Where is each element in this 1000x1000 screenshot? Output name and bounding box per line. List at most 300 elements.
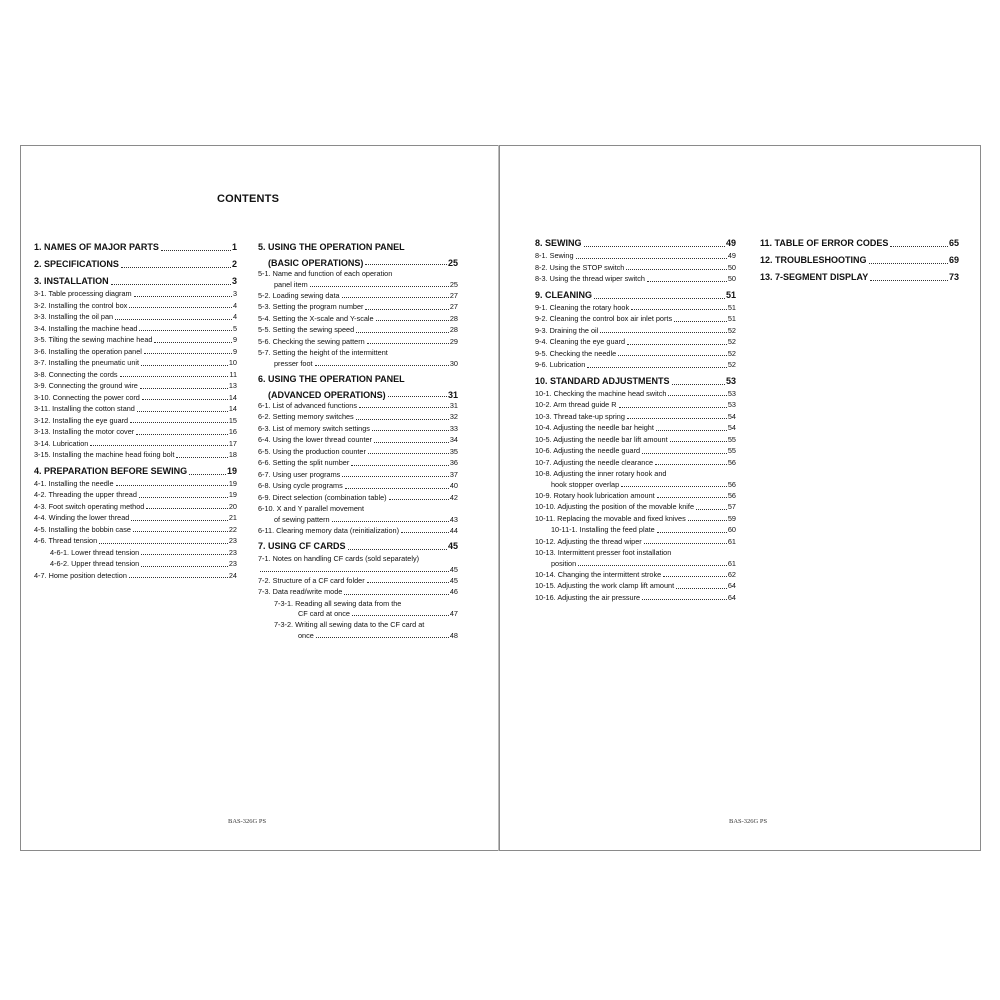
toc-chapter bbox=[760, 271, 959, 284]
toc-entry bbox=[258, 347, 458, 359]
toc-chapter bbox=[258, 258, 458, 268]
toc-entry-title: 6-8. Using cycle programs bbox=[258, 481, 343, 490]
toc-page-number: 5 bbox=[232, 323, 237, 333]
toc-entry bbox=[258, 631, 458, 641]
toc-entry-title: 3-15. Installing the machine head fixing bolt bbox=[34, 450, 175, 459]
dot-leader bbox=[141, 554, 228, 555]
toc-page-number: 56 bbox=[727, 479, 736, 489]
toc-entry-title: 3-12. Installing the eye guard bbox=[34, 415, 129, 425]
toc-page-number: 17 bbox=[228, 438, 237, 448]
toc-entry-title: 4-3. Foot switch operating method bbox=[34, 501, 145, 511]
toc-entry bbox=[258, 492, 458, 504]
dot-leader bbox=[332, 521, 449, 522]
dot-leader bbox=[644, 543, 727, 544]
dot-leader bbox=[642, 453, 727, 454]
dot-leader bbox=[642, 599, 727, 600]
toc-page-number: 44 bbox=[449, 525, 458, 535]
toc-page-number: 30 bbox=[449, 358, 458, 368]
toc-page-number: 43 bbox=[449, 514, 458, 524]
toc-entry-title: 10-9. Rotary hook lubrication amount bbox=[535, 490, 655, 500]
toc-page-number: 50 bbox=[727, 274, 736, 283]
toc-entry bbox=[258, 359, 458, 369]
toc-entry bbox=[535, 457, 736, 469]
toc-chapter bbox=[760, 237, 959, 250]
toc-entry bbox=[535, 592, 736, 604]
toc-entry bbox=[34, 415, 237, 427]
dot-leader bbox=[345, 488, 449, 489]
toc-entry bbox=[535, 273, 736, 285]
dot-leader bbox=[376, 320, 449, 321]
dot-leader bbox=[142, 399, 228, 400]
toc-entry bbox=[535, 536, 736, 548]
toc-page-number: 51 bbox=[727, 302, 736, 312]
toc-entry-title: 10-11. Replacing the movable and fixed knives bbox=[535, 513, 686, 523]
toc-entry-title: 10-4. Adjusting the needle bar height bbox=[535, 423, 654, 432]
toc-entry-title: 10-2. Arm thread guide R bbox=[535, 400, 617, 409]
toc-entry bbox=[258, 280, 458, 290]
toc-entry bbox=[535, 501, 736, 513]
toc-entry-title: 10-3. Thread take-up spring bbox=[535, 411, 625, 421]
toc-entry bbox=[535, 559, 736, 569]
toc-entry-title: 6-1. List of advanced functions bbox=[258, 400, 357, 410]
toc-entry-title: 3-14. Lubrication bbox=[34, 438, 89, 448]
toc-entry-title: 9-5. Checking the needle bbox=[535, 348, 617, 358]
toc-entry-title: 7-3-1. Reading all sewing data from the bbox=[274, 598, 402, 608]
dot-leader bbox=[627, 344, 727, 345]
dot-leader bbox=[161, 250, 231, 251]
dot-leader bbox=[578, 565, 727, 566]
dot-leader bbox=[594, 298, 725, 299]
toc-entry bbox=[258, 565, 458, 575]
toc-page-number: 42 bbox=[449, 492, 458, 502]
toc-entry-title: 7-1. Notes on handling CF cards (sold separately) bbox=[258, 554, 420, 563]
dot-leader bbox=[316, 637, 449, 638]
dot-leader bbox=[351, 465, 449, 466]
toc-column-3 bbox=[535, 237, 736, 603]
toc-entry-title: 3. INSTALLATION bbox=[34, 276, 109, 286]
toc-page-number: 36 bbox=[449, 458, 458, 467]
toc-page-number: 18 bbox=[228, 450, 237, 459]
toc-column-4 bbox=[760, 237, 959, 284]
dot-leader bbox=[647, 281, 727, 282]
dot-leader bbox=[657, 497, 727, 498]
toc-chapter bbox=[34, 465, 237, 478]
dot-leader bbox=[368, 453, 449, 454]
toc-entry-title: 10-14. Changing the intermittent stroke bbox=[535, 569, 662, 579]
toc-entry bbox=[258, 469, 458, 481]
toc-page-number: 46 bbox=[449, 587, 458, 596]
toc-page-number: 23 bbox=[228, 536, 237, 545]
toc-entry bbox=[535, 569, 736, 581]
toc-entry-title: (BASIC OPERATIONS) bbox=[268, 258, 364, 268]
toc-entry-title: 5-2. Loading sewing data bbox=[258, 290, 340, 300]
toc-entry bbox=[535, 468, 736, 480]
dot-leader bbox=[600, 332, 727, 333]
toc-page-number: 37 bbox=[449, 469, 458, 479]
toc-entry bbox=[34, 357, 237, 369]
toc-chapter bbox=[258, 373, 458, 386]
toc-entry bbox=[258, 313, 458, 325]
dot-leader bbox=[310, 286, 449, 287]
toc-page-number: 27 bbox=[449, 290, 458, 300]
toc-entry-title: 4-6-1. Lower thread tension bbox=[50, 547, 140, 557]
toc-entry-title: 3-6. Installing the operation panel bbox=[34, 346, 142, 356]
toc-chapter bbox=[34, 258, 237, 271]
toc-page-number: 19 bbox=[228, 478, 237, 488]
toc-page-number: 54 bbox=[727, 423, 736, 432]
toc-entry-title: once bbox=[298, 630, 314, 640]
toc-entry bbox=[34, 346, 237, 358]
toc-entry bbox=[258, 324, 458, 336]
dot-leader bbox=[627, 418, 727, 419]
toc-page-number: 65 bbox=[948, 238, 959, 248]
toc-entry-title: 10-11-1. Installing the feed plate bbox=[551, 525, 655, 534]
toc-entry-title: 4. PREPARATION BEFORE SEWING bbox=[34, 465, 188, 476]
toc-entry-title: 10. STANDARD ADJUSTMENTS bbox=[535, 375, 670, 386]
toc-entry bbox=[258, 525, 458, 537]
toc-entry bbox=[535, 348, 736, 360]
toc-entry bbox=[34, 547, 237, 559]
toc-entry bbox=[34, 369, 237, 381]
toc-page-number: 49 bbox=[725, 238, 736, 248]
dot-leader bbox=[359, 407, 449, 408]
toc-entry-title: 10-5. Adjusting the needle bar lift amount bbox=[535, 434, 668, 444]
toc-entry-title: 9-4. Cleaning the eye guard bbox=[535, 337, 626, 346]
dot-leader bbox=[372, 430, 449, 431]
dot-leader bbox=[141, 566, 228, 567]
toc-entry-title: 7-3-2. Writing all sewing data to the CF card at bbox=[274, 620, 425, 629]
toc-entry bbox=[34, 380, 237, 392]
dot-leader bbox=[676, 588, 727, 589]
dot-leader bbox=[342, 476, 449, 477]
dot-leader bbox=[111, 284, 231, 285]
toc-page-number: 49 bbox=[727, 251, 736, 260]
toc-entry bbox=[535, 513, 736, 525]
footer-model-left: BAS-326G PS bbox=[228, 818, 267, 825]
toc-page-number: 51 bbox=[725, 289, 736, 300]
dot-leader bbox=[870, 280, 948, 281]
dot-leader bbox=[348, 549, 447, 550]
toc-page-number: 25 bbox=[447, 258, 458, 268]
toc-entry-title: 10-12. Adjusting the thread wiper bbox=[535, 536, 642, 546]
toc-entry-title: 4-2. Threading the upper thread bbox=[34, 490, 137, 499]
toc-entry bbox=[535, 302, 736, 314]
toc-page-number: 53 bbox=[727, 400, 736, 409]
toc-chapter bbox=[34, 275, 237, 288]
toc-entry-title: 8. SEWING bbox=[535, 238, 582, 248]
page-gutter bbox=[498, 145, 499, 851]
dot-leader bbox=[890, 246, 948, 247]
toc-entry-title: 6-3. List of memory switch settings bbox=[258, 423, 370, 433]
dot-leader bbox=[356, 419, 449, 420]
dot-leader bbox=[139, 330, 231, 331]
toc-page-number: 32 bbox=[449, 412, 458, 421]
toc-entry-title: 3-11. Installing the cotton stand bbox=[34, 404, 135, 413]
toc-page-number: 24 bbox=[228, 570, 237, 580]
toc-page-number: 69 bbox=[948, 255, 959, 265]
toc-entry bbox=[535, 580, 736, 592]
dot-leader bbox=[260, 571, 449, 572]
toc-entry bbox=[535, 422, 736, 434]
toc-entry bbox=[535, 411, 736, 423]
toc-entry bbox=[258, 434, 458, 446]
toc-page-number: 52 bbox=[727, 337, 736, 346]
toc-page-number: 23 bbox=[228, 547, 237, 557]
toc-page-number: 9 bbox=[232, 335, 237, 344]
toc-page-number: 51 bbox=[727, 314, 736, 323]
dot-leader bbox=[315, 365, 449, 366]
toc-entry-title: 5-1. Name and function of each operation bbox=[258, 269, 393, 278]
dot-leader bbox=[99, 543, 228, 544]
toc-entry-title: 6-4. Using the lower thread counter bbox=[258, 435, 372, 444]
toc-page-number: 52 bbox=[727, 348, 736, 358]
toc-page-number: 19 bbox=[228, 490, 237, 499]
dot-leader bbox=[342, 297, 449, 298]
toc-entry bbox=[258, 336, 458, 348]
toc-entry-title: 6-6. Setting the split number bbox=[258, 458, 350, 467]
toc-entry-title: 10-6. Adjusting the needle guard bbox=[535, 446, 641, 455]
toc-page-number: 48 bbox=[449, 630, 458, 640]
dot-leader bbox=[688, 520, 727, 521]
toc-entry-title: 5. USING THE OPERATION PANEL bbox=[258, 242, 405, 252]
toc-entry-title: panel item bbox=[274, 279, 308, 289]
toc-entry-title: of sewing pattern bbox=[274, 514, 330, 524]
toc-entry-title: 5-3. Setting the program number bbox=[258, 302, 364, 311]
toc-entry-title: 10-16. Adjusting the air pressure bbox=[535, 592, 641, 602]
dot-leader bbox=[129, 307, 232, 308]
toc-entry bbox=[34, 478, 237, 490]
toc-entry-title: 8-1. Sewing bbox=[535, 251, 574, 260]
dot-leader bbox=[388, 396, 447, 397]
toc-entry-title: 10-7. Adjusting the needle clearance bbox=[535, 457, 654, 467]
toc-page-number: 45 bbox=[449, 564, 458, 574]
toc-entry-title: position bbox=[551, 558, 577, 568]
toc-page-number: 35 bbox=[449, 446, 458, 456]
dot-leader bbox=[189, 474, 226, 475]
dot-leader bbox=[137, 411, 228, 412]
dot-leader bbox=[656, 430, 727, 431]
toc-page-number: 28 bbox=[449, 313, 458, 323]
dot-leader bbox=[139, 497, 228, 498]
toc-entry bbox=[258, 575, 458, 587]
toc-page-number: 25 bbox=[449, 279, 458, 289]
toc-entry bbox=[535, 547, 736, 559]
toc-entry bbox=[258, 457, 458, 469]
toc-page-number: 2 bbox=[231, 259, 237, 269]
toc-entry bbox=[258, 301, 458, 313]
toc-page-number: 21 bbox=[228, 513, 237, 522]
toc-entry bbox=[258, 290, 458, 302]
dot-leader bbox=[146, 508, 228, 509]
dot-leader bbox=[374, 442, 449, 443]
toc-entry-title: 6-2. Setting memory switches bbox=[258, 412, 354, 421]
toc-entry bbox=[535, 434, 736, 446]
toc-entry bbox=[34, 449, 237, 461]
dot-leader bbox=[356, 332, 449, 333]
toc-page-number: 28 bbox=[449, 325, 458, 334]
toc-page-number: 29 bbox=[449, 336, 458, 346]
toc-entry-title: 6. USING THE OPERATION PANEL bbox=[258, 373, 405, 384]
toc-entry-title: 3-2. Installing the control box bbox=[34, 300, 128, 310]
toc-entry-title: 4-1. Installing the needle bbox=[34, 478, 114, 488]
toc-entry bbox=[258, 411, 458, 423]
toc-entry-title: 9-3. Draining the oil bbox=[535, 325, 599, 335]
toc-entry bbox=[34, 334, 237, 346]
toc-entry-title: 4-6-2. Upper thread tension bbox=[50, 559, 140, 568]
toc-entry bbox=[535, 336, 736, 348]
dot-leader bbox=[120, 376, 229, 377]
toc-page-number: 47 bbox=[449, 609, 458, 618]
toc-page-number: 20 bbox=[228, 501, 237, 511]
toc-page-number: 59 bbox=[727, 513, 736, 523]
toc-page-number: 61 bbox=[727, 558, 736, 568]
dot-leader bbox=[144, 353, 232, 354]
toc-chapter bbox=[34, 241, 237, 254]
dot-leader bbox=[663, 576, 727, 577]
dot-leader bbox=[90, 445, 228, 446]
toc-entry bbox=[34, 570, 237, 582]
dot-leader bbox=[619, 407, 727, 408]
toc-entry bbox=[34, 524, 237, 536]
dot-leader bbox=[674, 321, 727, 322]
toc-chapter bbox=[535, 375, 736, 388]
toc-entry-title: 6-7. Using user programs bbox=[258, 469, 341, 479]
dot-leader bbox=[626, 269, 727, 270]
toc-chapter bbox=[760, 254, 959, 267]
dot-leader bbox=[365, 264, 447, 265]
toc-page-number: 31 bbox=[447, 389, 458, 400]
toc-page-number: 4 bbox=[232, 312, 237, 321]
dot-leader bbox=[133, 531, 228, 532]
toc-page-number: 73 bbox=[948, 272, 959, 282]
toc-page-number: 22 bbox=[228, 524, 237, 534]
toc-chapter bbox=[258, 241, 458, 254]
dot-leader bbox=[657, 532, 727, 533]
dot-leader bbox=[344, 594, 449, 595]
toc-entry bbox=[34, 311, 237, 323]
toc-page-number: 45 bbox=[449, 575, 458, 585]
toc-entry-title: hook stopper overlap bbox=[551, 479, 620, 489]
toc-page-number: 11 bbox=[229, 369, 237, 379]
toc-entry bbox=[535, 524, 736, 536]
dot-leader bbox=[130, 422, 228, 423]
toc-page-number: 56 bbox=[727, 457, 736, 467]
toc-entry-title: 10-10. Adjusting the position of the movable knife bbox=[535, 502, 695, 511]
toc-column-1 bbox=[34, 241, 237, 581]
toc-page-number: 16 bbox=[228, 427, 237, 436]
toc-entry-title: 7. USING CF CARDS bbox=[258, 541, 346, 551]
toc-chapter bbox=[535, 237, 736, 250]
dot-leader bbox=[670, 441, 727, 442]
toc-entry bbox=[34, 403, 237, 415]
toc-entry-title: 6-9. Direct selection (combination table) bbox=[258, 492, 387, 502]
dot-leader bbox=[389, 499, 449, 500]
toc-page-number: 40 bbox=[449, 481, 458, 490]
toc-entry bbox=[34, 288, 237, 300]
dot-leader bbox=[621, 486, 727, 487]
toc-entry-title: 3-9. Connecting the ground wire bbox=[34, 381, 138, 390]
toc-entry-title: 3-13. Installing the motor cover bbox=[34, 427, 135, 436]
toc-entry bbox=[258, 515, 458, 525]
dot-leader bbox=[672, 384, 725, 385]
dot-leader bbox=[584, 246, 725, 247]
toc-entry-title: 10-1. Checking the machine head switch bbox=[535, 388, 667, 398]
toc-page-number: 1 bbox=[231, 242, 237, 252]
toc-entry-title: 5-7. Setting the height of the intermittent bbox=[258, 348, 388, 357]
dot-leader bbox=[631, 309, 727, 310]
toc-entry-title: 5-4. Setting the X-scale and Y-scale bbox=[258, 313, 374, 323]
toc-entry bbox=[535, 325, 736, 337]
toc-page-number: 33 bbox=[449, 423, 458, 433]
toc-entry bbox=[535, 359, 736, 371]
dot-leader bbox=[176, 457, 228, 458]
toc-entry-title: 6-5. Using the production counter bbox=[258, 446, 366, 456]
dot-leader bbox=[154, 342, 231, 343]
toc-page-number: 9 bbox=[232, 346, 237, 356]
toc-entry-title: 11. TABLE OF ERROR CODES bbox=[760, 238, 889, 248]
toc-entry-title: presser foot bbox=[274, 358, 313, 368]
toc-page-number: 57 bbox=[727, 502, 736, 511]
dot-leader bbox=[140, 388, 228, 389]
toc-entry bbox=[34, 426, 237, 438]
toc-entry-title: 7-3. Data read/write mode bbox=[258, 587, 343, 596]
dot-leader bbox=[129, 577, 228, 578]
toc-page-number: 64 bbox=[727, 581, 736, 590]
toc-column-2 bbox=[258, 241, 458, 641]
toc-page-number: 45 bbox=[447, 541, 458, 551]
toc-page-number: 54 bbox=[727, 411, 736, 421]
toc-entry bbox=[34, 438, 237, 450]
toc-entry bbox=[258, 480, 458, 492]
toc-page-number: 15 bbox=[228, 415, 237, 425]
toc-chapter bbox=[258, 540, 458, 553]
toc-page-number: 56 bbox=[727, 490, 736, 500]
toc-entry bbox=[258, 400, 458, 412]
toc-page-number: 14 bbox=[228, 404, 237, 413]
toc-entry bbox=[258, 553, 458, 565]
dot-leader bbox=[365, 309, 448, 310]
dot-leader bbox=[401, 532, 449, 533]
dot-leader bbox=[121, 267, 231, 268]
toc-page-number: 52 bbox=[727, 325, 736, 335]
toc-entry bbox=[34, 323, 237, 335]
toc-page-number: 3 bbox=[231, 276, 237, 286]
toc-entry bbox=[535, 262, 736, 274]
toc-page-number: 52 bbox=[727, 360, 736, 369]
toc-entry-title: 4-4. Winding the lower thread bbox=[34, 513, 130, 522]
dot-leader bbox=[134, 296, 232, 297]
toc-page-number: 14 bbox=[228, 392, 237, 402]
toc-entry-title: 3-1. Table processing diagram bbox=[34, 289, 132, 298]
toc-entry bbox=[535, 445, 736, 457]
toc-entry bbox=[34, 300, 237, 312]
toc-entry-title: 9-6. Lubrication bbox=[535, 360, 586, 369]
toc-page-number: 31 bbox=[449, 400, 458, 410]
toc-entry bbox=[34, 535, 237, 547]
toc-entry-title: 3-3. Installing the oil pan bbox=[34, 312, 114, 321]
toc-entry-title: 7-2. Structure of a CF card folder bbox=[258, 575, 365, 585]
toc-entry-title: (ADVANCED OPERATIONS) bbox=[268, 389, 386, 400]
toc-entry bbox=[34, 392, 237, 404]
toc-entry-title: 9. CLEANING bbox=[535, 289, 593, 300]
toc-chapter bbox=[535, 289, 736, 302]
toc-entry-title: 1. NAMES OF MAJOR PARTS bbox=[34, 242, 159, 252]
toc-chapter bbox=[258, 390, 458, 400]
toc-entry bbox=[535, 313, 736, 325]
toc-page-number: 61 bbox=[727, 536, 736, 546]
toc-page-number: 10 bbox=[228, 358, 237, 367]
dot-leader bbox=[141, 365, 228, 366]
